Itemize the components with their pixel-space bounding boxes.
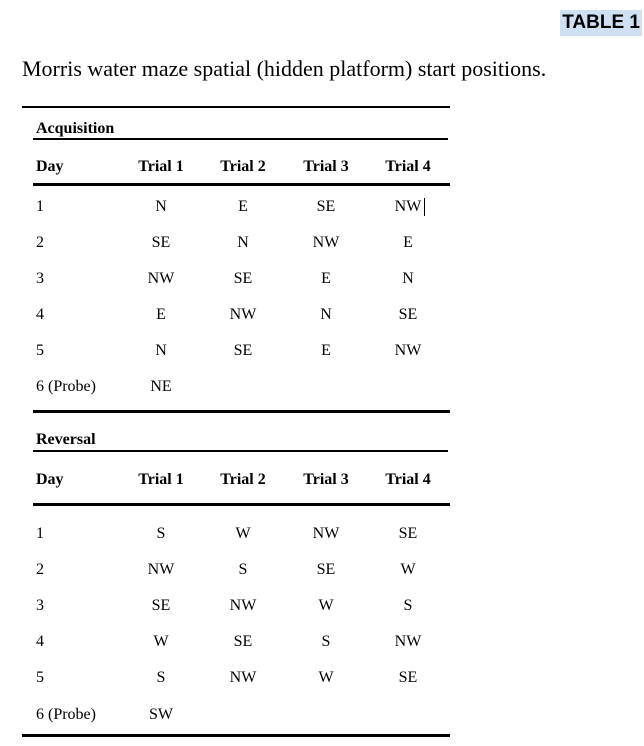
trial-cell: NW [394,342,422,359]
trial-cell: SE [398,669,418,686]
trial-cell: SE [398,306,418,323]
table-row [22,267,450,291]
table-row [22,666,450,690]
day-cell: 2 [36,561,44,578]
header-trial-3: Trial 3 [303,471,349,488]
trial-cell: E [403,234,413,251]
table-number-label: TABLE 1 [560,10,642,36]
trial-cell: SW [149,706,173,723]
table-row [22,375,450,399]
table-row [22,630,450,654]
trial-cell: W [153,633,169,650]
table-row [22,303,450,327]
header-day: Day [36,471,64,488]
table-caption: Morris water maze spatial (hidden platform) start positions. [22,56,547,81]
trial-cell: SE [233,633,253,650]
section-rule [33,450,448,452]
text-cursor [424,198,425,216]
trial-cell: E [321,270,331,287]
trial-cell: NW [394,198,422,215]
reversal-header-row [22,468,450,492]
header-day: Day [36,158,64,175]
trial-cell: N [320,306,332,323]
table-row [22,339,450,363]
trial-cell: E [156,306,166,323]
table-row [22,703,450,727]
trial-cell: N [402,270,414,287]
header-trial-3: Trial 3 [303,158,349,175]
trial-cell: SE [233,342,253,359]
trial-cell: S [156,525,166,542]
trial-cell: S [321,633,331,650]
trial-cell: NE [150,378,172,395]
trial-cell: NW [229,306,257,323]
table-row [22,522,450,546]
trial-cell: NW [229,669,257,686]
acquisition-section-title: Acquisition [36,120,115,137]
trial-cell: NW [147,270,175,287]
header-trial-4: Trial 4 [385,158,431,175]
header-trial-4: Trial 4 [385,471,431,488]
table-row [22,195,450,219]
day-cell: 4 [36,633,44,650]
reversal-section-title: Reversal [36,431,96,448]
header-trial-2: Trial 2 [220,471,266,488]
trial-cell: SE [316,561,336,578]
table-row [22,594,450,618]
day-cell: 4 [36,306,44,323]
header-trial-2: Trial 2 [220,158,266,175]
day-cell: 3 [36,270,44,287]
trial-cell: S [238,561,248,578]
trial-cell: N [155,198,167,215]
day-cell: 1 [36,525,44,542]
section-rule [33,138,448,140]
trial-cell: N [155,342,167,359]
trial-cell: W [318,597,334,614]
trial-cell: N [237,234,249,251]
table-row [22,231,450,255]
trial-cell: W [400,561,416,578]
day-cell: 5 [36,342,44,359]
trial-cell: NW [229,597,257,614]
day-cell: 2 [36,234,44,251]
day-cell: 3 [36,597,44,614]
trial-cell: SE [151,234,171,251]
trial-cell: E [238,198,248,215]
trial-cell: NW [312,234,340,251]
trial-cell: E [321,342,331,359]
trial-cell: NW [312,525,340,542]
section-divider-rule [33,410,450,413]
trial-cell: SE [316,198,336,215]
trial-cell: SE [398,525,418,542]
day-cell: 6 (Probe) [36,378,96,395]
header-rule [33,503,450,506]
trial-cell: S [403,597,413,614]
trial-cell: NW [394,633,422,650]
trial-cell: SE [233,270,253,287]
trial-cell: NW [147,561,175,578]
table-top-rule [22,106,450,108]
trial-cell: W [235,525,251,542]
trial-cell: S [156,669,166,686]
table-bottom-rule [22,734,450,737]
header-trial-1: Trial 1 [138,471,184,488]
day-cell: 6 (Probe) [36,706,96,723]
header-rule [33,183,450,186]
table-row [22,558,450,582]
day-cell: 5 [36,669,44,686]
trial-cell: SE [151,597,171,614]
acquisition-header-row [22,155,450,179]
day-cell: 1 [36,198,44,215]
header-trial-1: Trial 1 [138,158,184,175]
trial-cell: W [318,669,334,686]
